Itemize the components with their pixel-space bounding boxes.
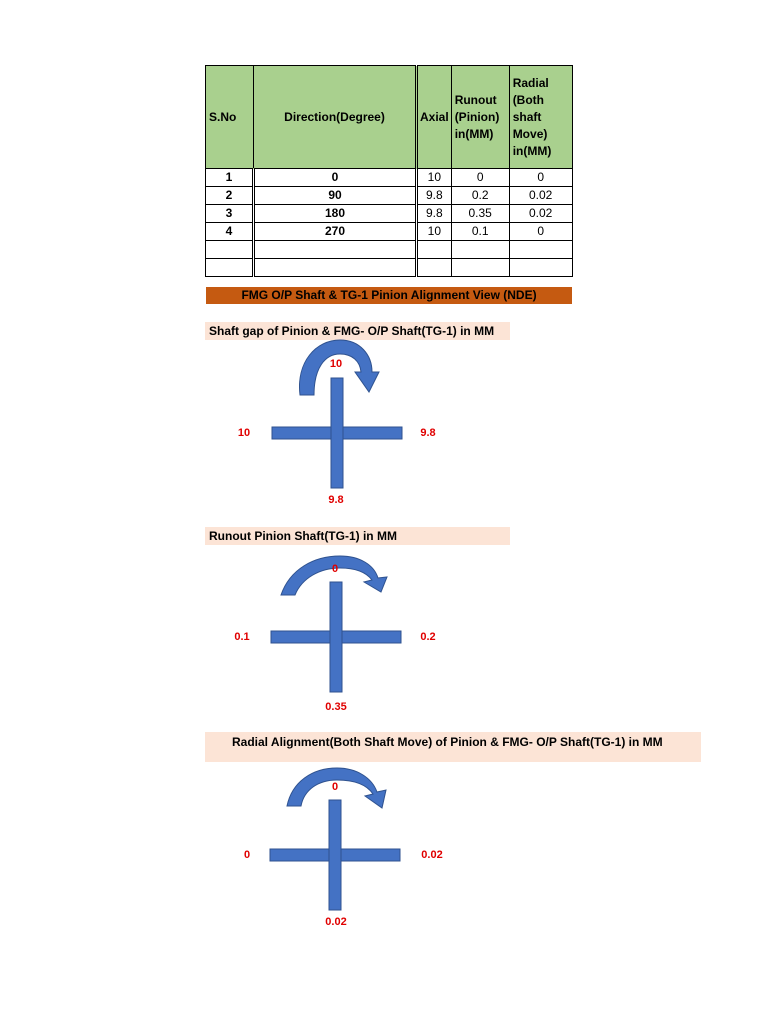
cell-sno: 3	[206, 205, 254, 223]
diagram1-left-label: 10	[237, 427, 251, 439]
diagram2-top-label: 0	[331, 563, 339, 575]
diagram1-top-label: 10	[329, 358, 343, 370]
header-runout-line: (Pinion)	[454, 109, 500, 124]
cell-axial: 9.8	[417, 187, 452, 205]
cell-direction: 90	[254, 187, 417, 205]
cell-axial: 10	[417, 169, 452, 187]
header-radial-line: Radial	[512, 75, 549, 90]
cell-radial: 0.02	[509, 205, 572, 223]
diagram3-top-label: 0	[331, 781, 339, 793]
cell-runout: 0.35	[451, 205, 509, 223]
diagram2-right-label: 0.2	[420, 631, 436, 643]
diagram1-bottom-label: 9.8	[328, 494, 344, 506]
header-sno: S.No	[206, 66, 254, 169]
header-direction: Direction(Degree)	[254, 66, 417, 169]
diagram3-right-label: 0.02	[421, 849, 443, 861]
cell-sno: 4	[206, 223, 254, 241]
cell-sno: 2	[206, 187, 254, 205]
alignment-view-banner: FMG O/P Shaft & TG-1 Pinion Alignment View (NDE)	[206, 287, 572, 304]
header-radial-line: in(MM)	[512, 143, 552, 158]
section-title-shaft-gap: Shaft gap of Pinion & FMG- O/P Shaft(TG-1) in MM	[205, 322, 510, 340]
shaft-cross-icon	[270, 800, 400, 910]
diagram3-bottom-label: 0.02	[325, 916, 347, 928]
cell-runout: 0	[451, 169, 509, 187]
diagram3-left-label: 0	[243, 849, 251, 861]
cell-sno: 1	[206, 169, 254, 187]
cell-axial: 10	[417, 223, 452, 241]
header-radial-line: (Both	[512, 92, 545, 107]
cell-runout: 0.1	[451, 223, 509, 241]
cell-direction: 180	[254, 205, 417, 223]
header-radial-line: Move)	[512, 126, 548, 141]
section-title-radial: Radial Alignment(Both Shaft Move) of Pinion & FMG- O/P Shaft(TG-1) in MM	[205, 732, 701, 762]
diagram2-bottom-label: 0.35	[325, 701, 347, 713]
header-runout-line: in(MM)	[454, 126, 494, 141]
cell-radial: 0.02	[509, 187, 572, 205]
cell-direction: 270	[254, 223, 417, 241]
cell-radial: 0	[509, 169, 572, 187]
header-axial: Axial	[417, 66, 452, 169]
header-radial-line: shaft	[512, 109, 542, 124]
shaft-cross-icon	[271, 582, 401, 692]
cell-axial: 9.8	[417, 205, 452, 223]
diagram2-left-label: 0.1	[234, 631, 250, 643]
cell-direction: 0	[254, 169, 417, 187]
cell-runout: 0.2	[451, 187, 509, 205]
shaft-cross-icon	[272, 378, 402, 488]
section-title-runout: Runout Pinion Shaft(TG-1) in MM	[205, 527, 510, 545]
header-runout-line: Runout	[454, 92, 497, 107]
cell-radial: 0	[509, 223, 572, 241]
diagram1-right-label: 9.8	[420, 427, 436, 439]
